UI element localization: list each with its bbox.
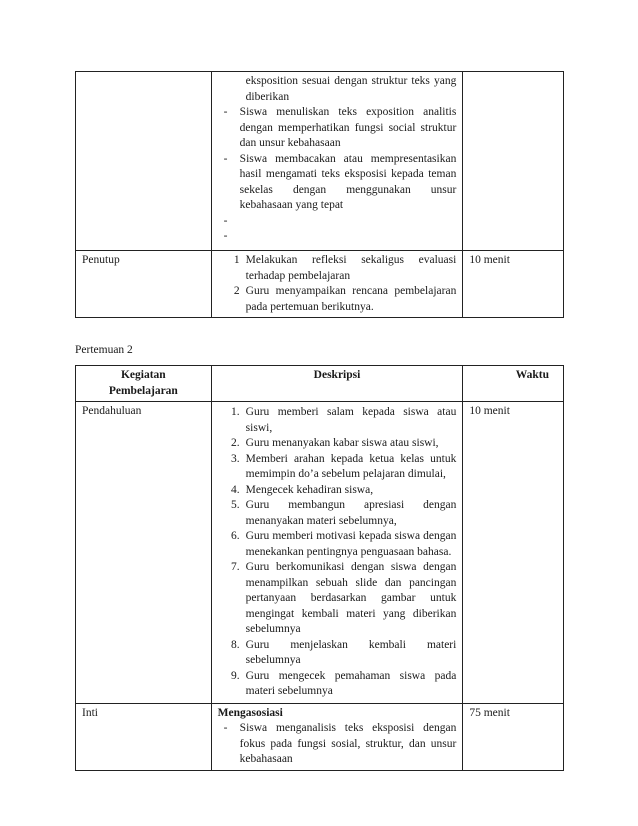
list-item (218, 560, 457, 638)
list-text: Siswa membacakan atau mempresentasikan hasil mengamati teks eksposisi kepada teman sekelas dengan menggunakan unsur kebahasaan yang tepat (239, 152, 457, 211)
list-marker: 4. (231, 483, 240, 496)
list-marker: - (223, 722, 228, 734)
activity-heading: Mengasosiasi (217, 706, 283, 719)
list-text: Mengecek kehadiran siswa, (245, 483, 374, 496)
kegiatan-cell: Inti (76, 703, 212, 770)
list-item (218, 152, 457, 214)
header-deskripsi: Deskripsi (211, 366, 463, 402)
list-item (218, 253, 457, 284)
list-marker: 8. (231, 638, 240, 651)
waktu-cell: 75 menit (463, 703, 564, 770)
list-item (218, 452, 457, 483)
list-text: Guru menjelaskan kembali materi sebelumnya (245, 638, 457, 666)
list-marker: - (223, 106, 228, 118)
numbered-list (218, 253, 457, 315)
list-item (218, 669, 457, 700)
table-row (76, 402, 564, 704)
section-caption: Pertemuan 2 (75, 344, 133, 356)
numbered-list (218, 405, 457, 700)
list-item (218, 483, 457, 499)
deskripsi-cell (211, 402, 463, 704)
kegiatan-cell: Pendahuluan (76, 402, 212, 704)
waktu-cell: 10 menit (463, 251, 564, 318)
list-text: Guru menyampaikan rencana pembelajaran pada pertemuan berikutnya. (245, 285, 457, 313)
list-text: Guru memberi motivasi kepada siswa dengan menekankan pentingnya penguasaan bahasa. (245, 530, 457, 558)
waktu-cell (463, 72, 564, 251)
list-item (218, 284, 457, 315)
kegiatan-cell (76, 72, 212, 251)
list-text: Guru menanyakan kabar siswa atau siswi, (245, 437, 439, 449)
list-marker: 1. (231, 406, 240, 418)
list-text: Memberi arahan kepada ketua kelas untuk memimpin do’a sebelum pelajaran dimulai, (245, 452, 457, 480)
table-header-row (76, 366, 564, 402)
list-marker: 2. (231, 437, 240, 449)
list-text (240, 214, 457, 230)
list-item (218, 405, 457, 436)
list-marker: - (223, 152, 228, 165)
list-item (218, 529, 457, 560)
list-text: Guru mengecek pemahaman siswa pada materi sebelumnya (245, 669, 457, 697)
kegiatan-cell: Penutup (76, 251, 212, 318)
table-row (76, 72, 564, 251)
list-text: Guru memberi salam kepada siswa atau siswi, (245, 406, 457, 434)
deskripsi-cell (211, 703, 463, 770)
list-text (240, 229, 457, 245)
waktu-cell: 10 menit (463, 402, 564, 704)
list-item (218, 436, 457, 452)
activity-table (75, 365, 564, 771)
list-marker: 3. (231, 452, 240, 465)
list-marker: - (223, 214, 228, 227)
list-item (218, 721, 457, 768)
activity-table-continued (75, 71, 564, 318)
list-item (218, 229, 457, 245)
list-text: Guru membangun apresiasi dengan menanyakan materi sebelumnya, (245, 499, 457, 527)
list-item (218, 105, 457, 152)
list-item (218, 214, 457, 230)
dash-list (218, 721, 457, 768)
list-marker: 5. (231, 499, 240, 511)
list-marker: 7. (231, 561, 240, 573)
table-row (76, 703, 564, 770)
list-text: Melakukan refleksi sekaligus evaluasi terhadap pembelajaran (245, 254, 457, 282)
list-item (218, 498, 457, 529)
list-marker: 1 (233, 254, 240, 266)
list-marker: 6. (231, 530, 240, 542)
continued-text: eksposition sesuai dengan struktur teks yang diberikan (245, 75, 457, 103)
header-waktu: Waktu (463, 366, 564, 402)
list-text: Siswa menuliskan teks exposition analitis dengan memperhatikan fungsi social struktur dan unsur kebahasaan (239, 106, 457, 149)
deskripsi-cell (211, 251, 463, 318)
list-text: Siswa menganalisis teks eksposisi dengan fokus pada fungsi sosial, struktur, dan unsur kebahasaan (239, 722, 457, 765)
list-marker: 2 (233, 285, 240, 297)
table-row (76, 251, 564, 318)
list-marker: - (223, 230, 228, 242)
header-kegiatan: Kegiatan Pembelajaran (76, 366, 212, 402)
deskripsi-cell (211, 72, 463, 251)
list-marker: 9. (231, 669, 240, 682)
list-text: Guru berkomunikasi dengan siswa dengan menampilkan sebuah slide dan pancingan pertanyaan berdasarkan gambar untuk mengingat kembali materi yang diberikan sebelumnya (245, 561, 457, 635)
list-item (218, 638, 457, 669)
dash-list (218, 105, 457, 245)
